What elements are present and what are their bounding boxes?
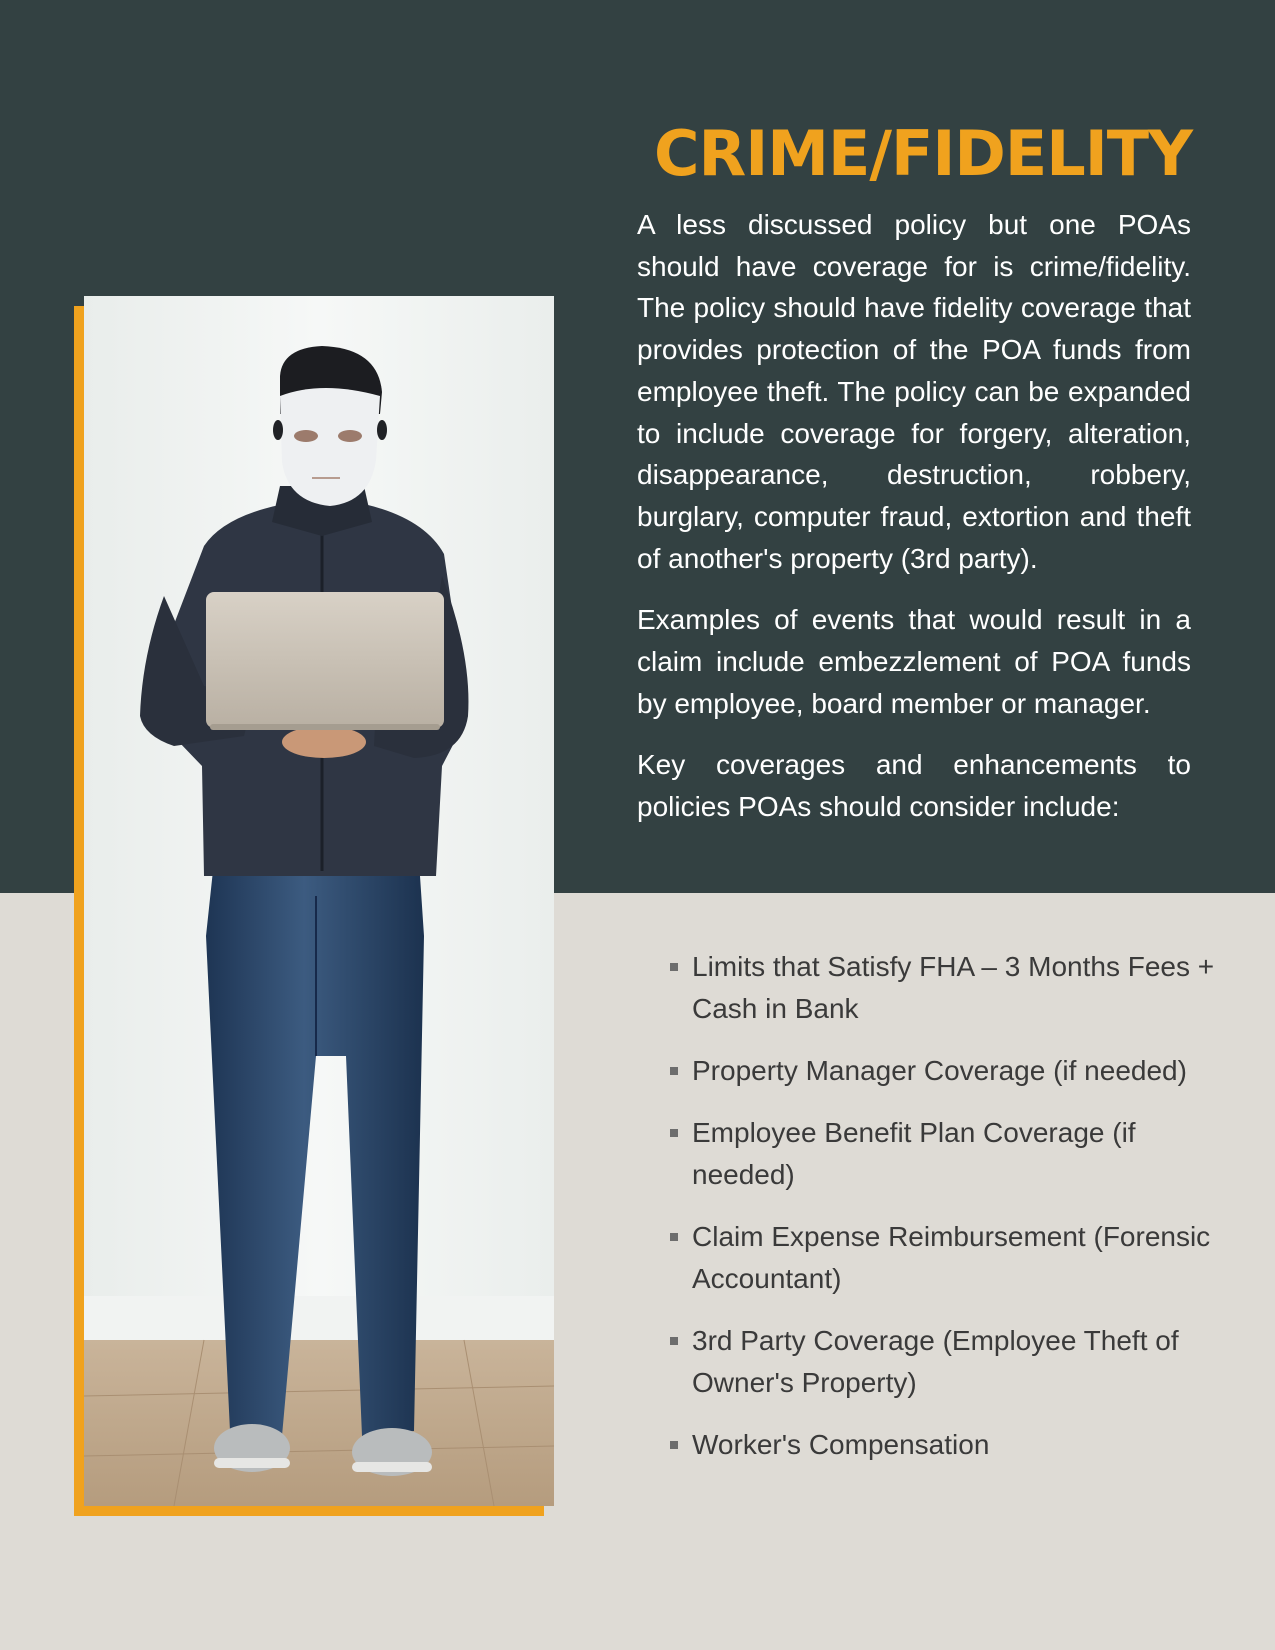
coverage-list [670,946,1230,1486]
list-item [670,946,1230,1030]
list-item-text: Employee Benefit Plan Coverage (if needed) [692,1117,1136,1190]
list-item-text: Worker's Compensation [692,1429,990,1460]
paragraph-3: Key coverages and enhancements to policies POAs should consider include: [637,749,1191,823]
intro-text [637,204,1191,848]
bullet-icon [670,1441,678,1449]
bullet-icon [670,1067,678,1075]
list-item-text: 3rd Party Coverage (Employee Theft of Owner's Property) [692,1325,1179,1398]
list-item [670,1320,1230,1404]
bullet-icon [670,1337,678,1345]
list-item [670,1112,1230,1196]
list-item-text: Claim Expense Reimbursement (Forensic Accountant) [692,1221,1211,1294]
bullet-icon [670,963,678,971]
list-item-text: Limits that Satisfy FHA – 3 Months Fees + Cash in Bank [692,951,1215,1024]
paragraph-1: A less discussed policy but one POAs should have coverage for is crime/fidelity. The policy should have fidelity coverage that provides protection of the POA funds from employee theft. The policy can be expanded to include coverage for forgery, alteration, disappearance, destruction, robbery, burglary, computer fraud, extortion and theft of another's property (3rd party). [637,209,1191,574]
list-item [670,1424,1230,1466]
bullet-icon [670,1233,678,1241]
list-item [670,1216,1230,1300]
list-item [670,1050,1230,1092]
page-title: CRIME/FIDELITY [653,116,1192,190]
bullet-icon [670,1129,678,1137]
masked-person-photo [84,296,554,1506]
paragraph-2: Examples of events that would result in a claim include embezzlement of POA funds by employee, board member or manager. [637,604,1191,719]
list-item-text: Property Manager Coverage (if needed) [692,1055,1187,1086]
